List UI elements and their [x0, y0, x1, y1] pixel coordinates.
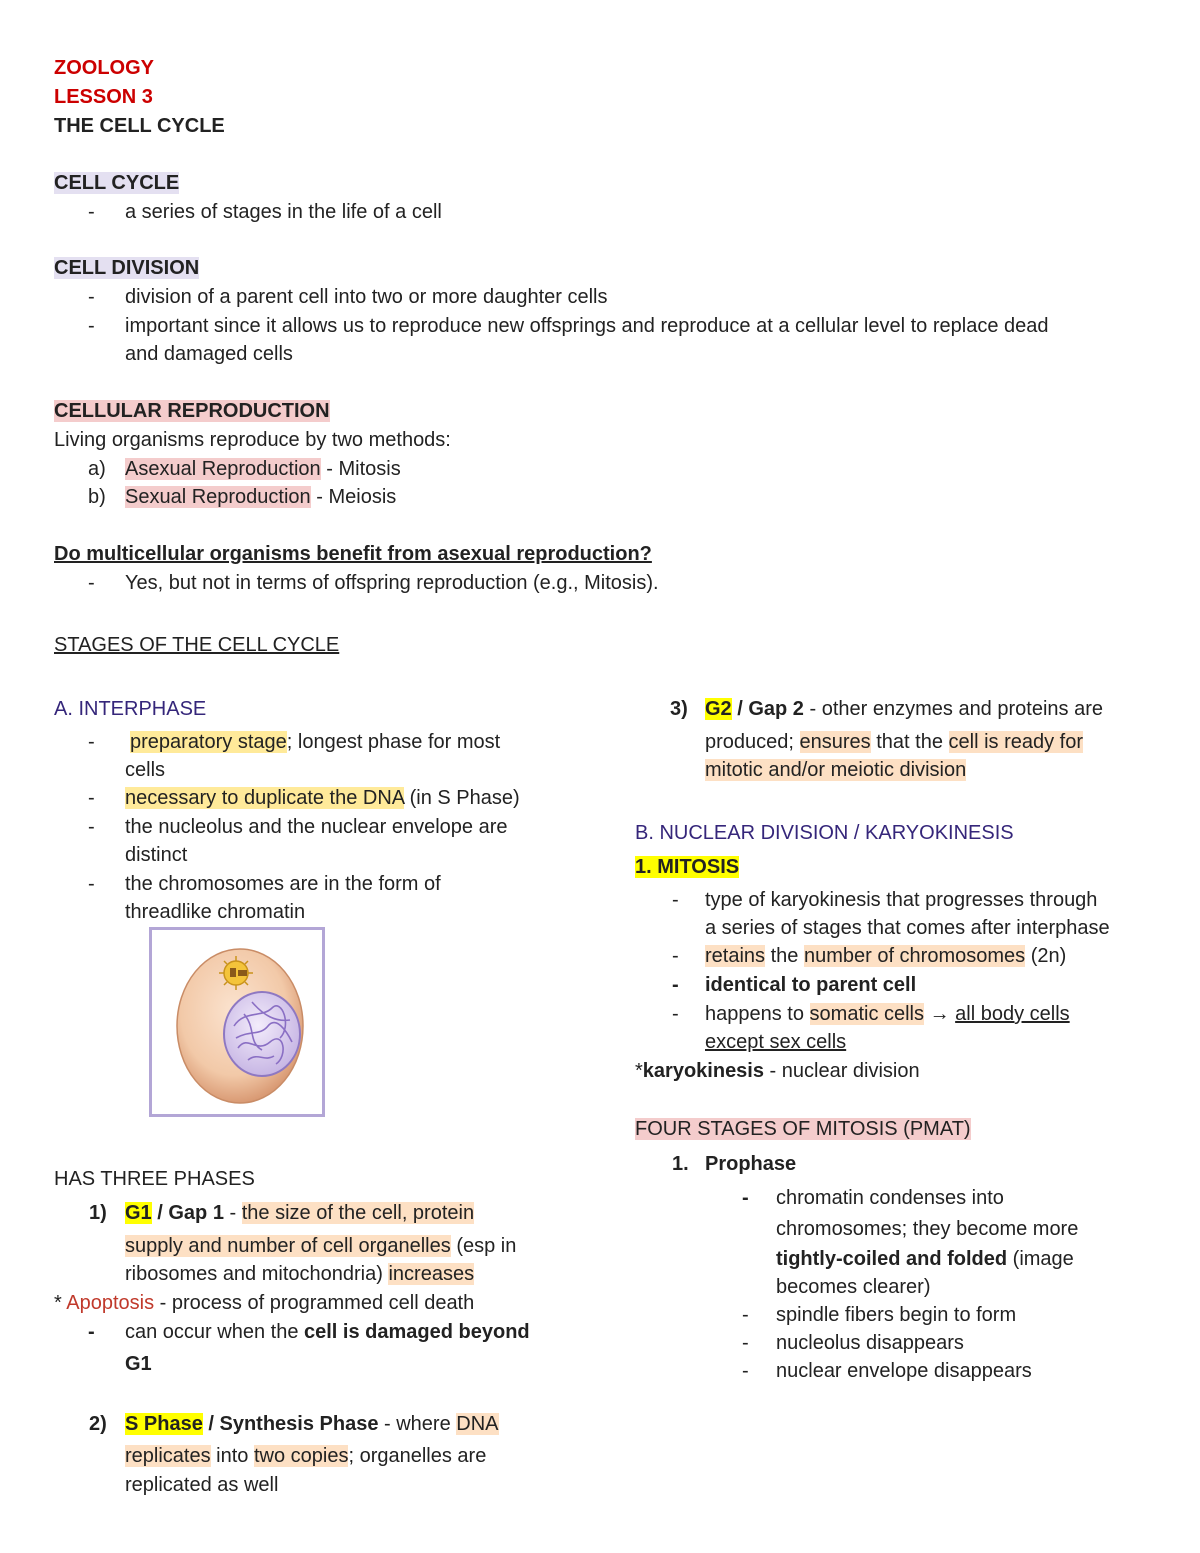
interphase-item-3-line-1: the nucleolus and the nuclear envelope are	[125, 816, 508, 838]
bullet: -	[88, 572, 95, 594]
prophase-label: Prophase	[705, 1153, 797, 1175]
list-marker-b: b)	[88, 486, 106, 508]
bullet: -	[88, 731, 95, 753]
mitosis-item-1-line-2: a series of stages that comes after interphase	[705, 917, 1110, 939]
interphase-cell-illustration	[149, 927, 325, 1117]
s-phase-line-3: replicated as well	[125, 1474, 279, 1496]
bullet: -	[672, 945, 679, 967]
cell-division-item-1: division of a parent cell into two or more daughter cells	[125, 286, 608, 308]
centrosome-icon	[219, 956, 253, 990]
g2-line-1: G2 / Gap 2 - other enzymes and proteins are	[705, 698, 1103, 720]
prophase-item-2: spindle fibers begin to form	[776, 1304, 1017, 1326]
bullet: -	[88, 787, 95, 809]
cellular-reproduction-heading: CELLULAR REPRODUCTION	[54, 400, 330, 422]
interphase-item-1-line-2: cells	[125, 759, 166, 781]
bullet: -	[742, 1304, 749, 1326]
mitosis-item-3: identical to parent cell	[705, 974, 917, 996]
stages-heading: STAGES OF THE CELL CYCLE	[54, 634, 340, 656]
interphase-item-4-line-2: threadlike chromatin	[125, 901, 306, 923]
s-phase-number: 2)	[89, 1413, 107, 1435]
mitosis-item-4: happens to somatic cells → all body cells	[705, 1003, 1070, 1025]
cell-division-item-2-line-1: important since it allows us to reproduce new offsprings and reproduce at a cellular level to replace dead	[125, 315, 1049, 337]
s-phase-line-2: replicates into two copies; organelles are	[125, 1445, 487, 1467]
bullet: -	[672, 889, 679, 911]
bullet: -	[672, 1003, 679, 1025]
interphase-item-1: preparatory stage; longest phase for most	[130, 731, 501, 753]
page-title: THE CELL CYCLE	[54, 115, 225, 137]
reproduction-intro: Living organisms reproduce by two methods:	[54, 429, 451, 451]
bullet: -	[88, 201, 95, 223]
bullet: -	[672, 974, 679, 996]
prophase-item-3: nucleolus disappears	[776, 1332, 964, 1354]
s-phase-line-1: S Phase / Synthesis Phase - where DNA	[125, 1413, 499, 1435]
bullet: -	[88, 816, 95, 838]
asexual-reproduction-item: Asexual Reproduction - Mitosis	[125, 458, 401, 480]
prophase-item-1-line-2: chromosomes; they become more	[776, 1218, 1079, 1240]
prophase-item-1-line-3: tightly-coiled and folded (image	[776, 1248, 1074, 1270]
interphase-item-2: necessary to duplicate the DNA (in S Phase)	[125, 787, 520, 809]
g1-number: 1)	[89, 1202, 107, 1224]
bullet: -	[88, 873, 95, 895]
bullet: -	[88, 1321, 95, 1343]
cell-division-heading: CELL DIVISION	[54, 257, 200, 279]
mitosis-heading: 1. MITOSIS	[635, 856, 740, 878]
g1-line-2: supply and number of cell organelles (esp in	[125, 1235, 517, 1257]
bullet: -	[88, 315, 95, 337]
question-answer: Yes, but not in terms of offspring reproduction (e.g., Mitosis).	[125, 572, 659, 594]
g2-line-3: mitotic and/or meiotic division	[705, 759, 967, 781]
three-phases-heading: HAS THREE PHASES	[54, 1168, 255, 1190]
cell-division-item-2-line-2: and damaged cells	[125, 343, 293, 365]
lesson-title: LESSON 3	[54, 86, 153, 108]
apoptosis-note: * Apoptosis - process of programmed cell death	[54, 1292, 475, 1314]
bullet: -	[88, 286, 95, 308]
question-text: Do multicellular organisms benefit from asexual reproduction?	[54, 543, 652, 565]
nuclear-division-heading: B. NUCLEAR DIVISION / KARYOKINESIS	[635, 822, 1014, 844]
mitosis-item-2: retains the number of chromosomes (2n)	[705, 945, 1067, 967]
bullet: -	[742, 1332, 749, 1354]
list-marker-a: a)	[88, 458, 106, 480]
sexual-reproduction-item: Sexual Reproduction - Meiosis	[125, 486, 397, 508]
apoptosis-item-line-2: G1	[125, 1353, 152, 1375]
prophase-item-4: nuclear envelope disappears	[776, 1360, 1032, 1382]
g2-number: 3)	[670, 698, 688, 720]
prophase-number: 1.	[672, 1153, 689, 1175]
apoptosis-item: can occur when the cell is damaged beyond	[125, 1321, 530, 1343]
karyokinesis-note: *karyokinesis - nuclear division	[635, 1060, 920, 1082]
interphase-heading: A. INTERPHASE	[54, 698, 207, 720]
cell-icon	[152, 930, 322, 1114]
mitosis-item-4-line-2: except sex cells	[705, 1031, 847, 1053]
bullet: -	[742, 1360, 749, 1382]
cell-cycle-heading: CELL CYCLE	[54, 172, 180, 194]
prophase-item-1-line-1: chromatin condenses into	[776, 1187, 1004, 1209]
g1-line-3: ribosomes and mitochondria) increases	[125, 1263, 475, 1285]
g2-line-2: produced; ensures that the cell is ready for	[705, 731, 1084, 753]
subject-title: ZOOLOGY	[54, 57, 154, 79]
interphase-item-4-line-1: the chromosomes are in the form of	[125, 873, 441, 895]
mitosis-item-1-line-1: type of karyokinesis that progresses through	[705, 889, 1098, 911]
four-stages-heading: FOUR STAGES OF MITOSIS (PMAT)	[635, 1118, 971, 1140]
cell-cycle-definition: a series of stages in the life of a cell	[125, 201, 442, 223]
g1-line-1: G1 / Gap 1 - the size of the cell, protein	[125, 1202, 475, 1224]
prophase-item-1-line-4: becomes clearer)	[776, 1276, 931, 1298]
bullet: -	[742, 1187, 749, 1209]
interphase-item-3-line-2: distinct	[125, 844, 188, 866]
